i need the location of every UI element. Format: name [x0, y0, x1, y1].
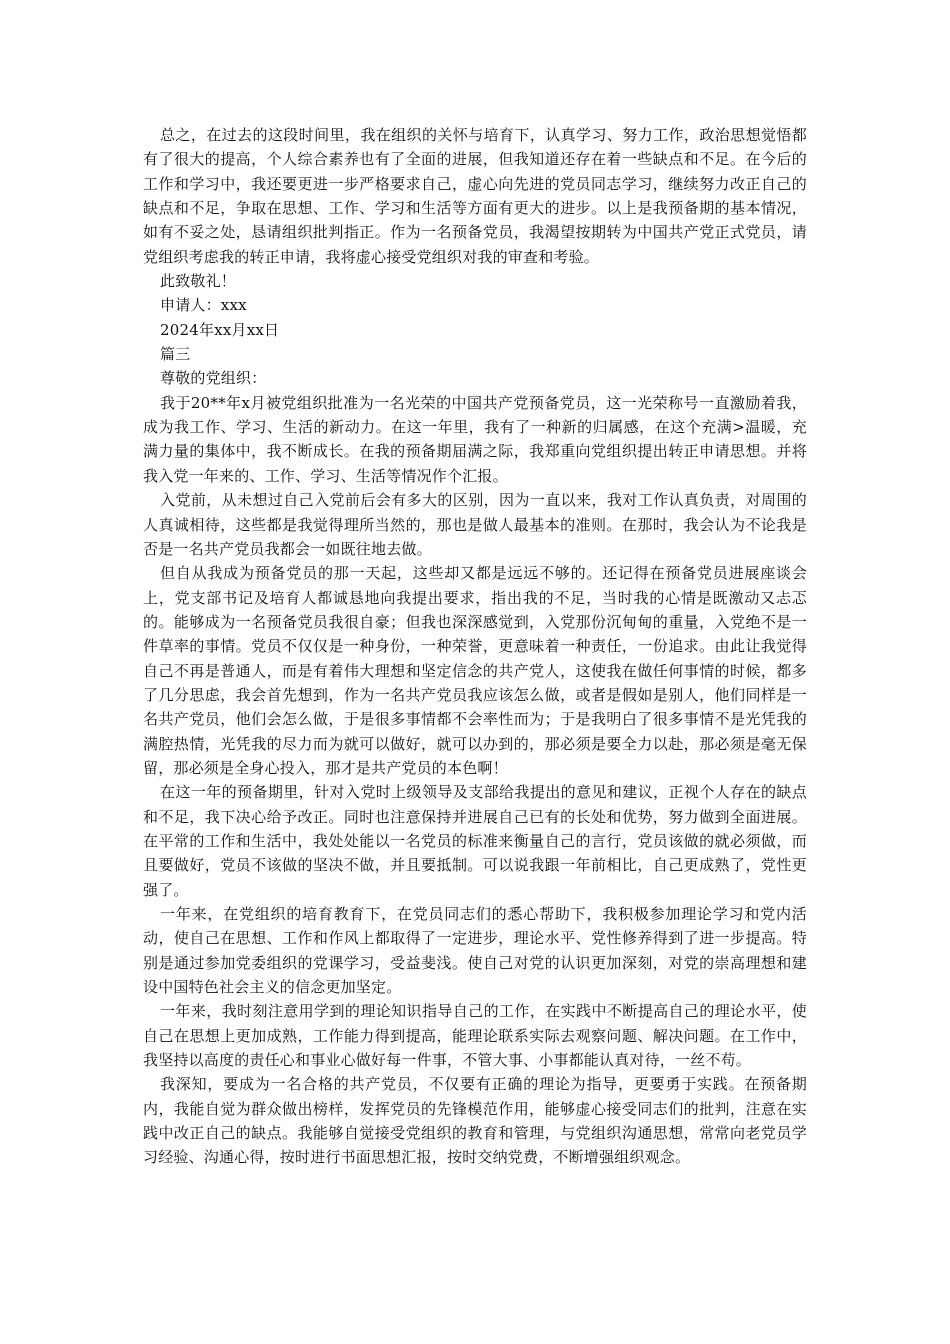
- paragraph-theory-study: 一年来，在党组织的培育教育下，在党员同志们的悉心帮助下，我积极参加理论学习和党内活动，使自己在思想、工作和作风上都取得了一定进步，理论水平、党性修养得到了进一步提高。特别是通过参加党委组织的党课学习，受益斐浅。使自己对党的认识更加深刻，对党的崇高理想和建设中国特色社会主义的信念更加坚定。: [143, 905, 807, 997]
- paragraph-summary: 总之，在过去的这段时间里，我在组织的关怀与培育下，认真学习、努力工作，政治思想觉悟都有了很大的提高，个人综合素养也有了全面的进展，但我知道还存在着一些缺点和不足。在今后的工作和学习中，我还要更进一步严格要求自己，虚心向先进的党员同志学习，继续努力改正自己的缺点和不足，争取在思想、工作、学习和生活等方面有更大的进步。以上是我预备期的基本情况，如有不妥之处，恳请组织批判指正。作为一名预备党员，我渴望按期转为中国共产党正式党员，请党组织考虑我的转正申请，我将虚心接受党组织对我的审查和考验。: [143, 126, 807, 266]
- document-page: [143, 123, 807, 1170]
- paragraph-intro: 我于20**年x月被党组织批准为一名光荣的中国共产党预备党员，这一光荣称号一直激励着我，成为我工作、学习、生活的新动力。在这一年里，我有了一种新的归属感，在这个充满>温暖，充满力量的集体中，我不断成长。在我的预备期届满之际，我郑重向党组织提出转正申请思想。并将我入党一年来的、工作、学习、生活等情况作个汇报。: [143, 393, 807, 485]
- applicant-line: 申请人：xxx: [160, 296, 247, 315]
- paragraph-practice-theory: 一年来，我时刻注意用学到的理论知识指导自己的工作，在实践中不断提高自己的理论水平，使自己在思想上更加成熟，工作能力得到提高，能理论联系实际去观察问题、解决问题。在工作中，我坚持以高度的责任心和事业心做好每一件事，不管大事、小事都能认真对待，一丝不苟。: [143, 1002, 807, 1070]
- date-line: 2024年xx月xx日: [160, 320, 280, 339]
- paragraph-since-probation: 但自从我成为预备党员的那一天起，这些却又都是远远不够的。还记得在预备党员进展座谈会上，党支部书记及培育人都诚恳地向我提出要求，指出我的不足，当时我的心情是既激动又忐忑的。能够成为一名预备党员我很自豪；但我也深深感觉到，入党那份沉甸甸的重量，入党绝不是一件草率的事情。党员不仅仅是一种身份，一种荣誉，更意味着一种责任，一份追求。由此让我觉得自己不再是普通人，而是有着伟大理想和坚定信念的共产党人，这使我在做任何事情的时候，都多了几分思虑，我会首先想到，作为一名共产党员我应该怎么做，或者是假如是别人，他们同样是一名共产党员，他们会怎么做，于是很多事情都不会率性而为；于是我明白了很多事情不是光凭我的满腔热情，光凭我的尽力而为就可以做好，就可以办到的，那必须是要全力以赴，那必须是毫无保留，那必须是全身心投入，那才是共产党员的本色啊！: [143, 564, 807, 777]
- greeting-line: 尊敬的党组织：: [160, 369, 267, 388]
- closing-salutation: 此致敬礼！: [160, 272, 237, 291]
- paragraph-before-joining: 入党前，从未想过自己入党前后会有多大的区别，因为一直以来，我对工作认真负责，对周围的人真诚相待，这些都是我觉得理所当然的，那也是做人最基本的准则。在那时，我会认为不论我是否是一名共产党员我都会一如既往地去做。: [143, 491, 807, 558]
- paragraph-qualified-member: 我深知，要成为一名合格的共产党员，不仅要有正确的理论为指导，更要勇于实践。在预备期内，我能自觉为群众做出榜样，发挥党员的先锋模范作用，能够虚心接受同志们的批判，注意在实践中改正自己的缺点。我能够自觉接受党组织的教育和管理，与党组织沟通思想，常常向老党员学习经验、沟通心得，按时进行书面思想汇报，按时交纳党费，不断增强组织观念。: [143, 1075, 807, 1167]
- section-heading: 篇三: [160, 345, 191, 364]
- paragraph-probation-year: 在这一年的预备期里，针对入党时上级领导及支部给我提出的意见和建议，正视个人存在的缺点和不足，我下决心给予改正。同时也注意保持并进展自己已有的长处和优势，努力做到全面进展。在平常的工作和生活中，我处处能以一名党员的标准来衡量自己的言行，党员该做的就必须做，而且要做好，党员不该做的坚决不做，并且要抵制。可以说我跟一年前相比，自己更成熟了，党性更强了。: [143, 783, 807, 899]
